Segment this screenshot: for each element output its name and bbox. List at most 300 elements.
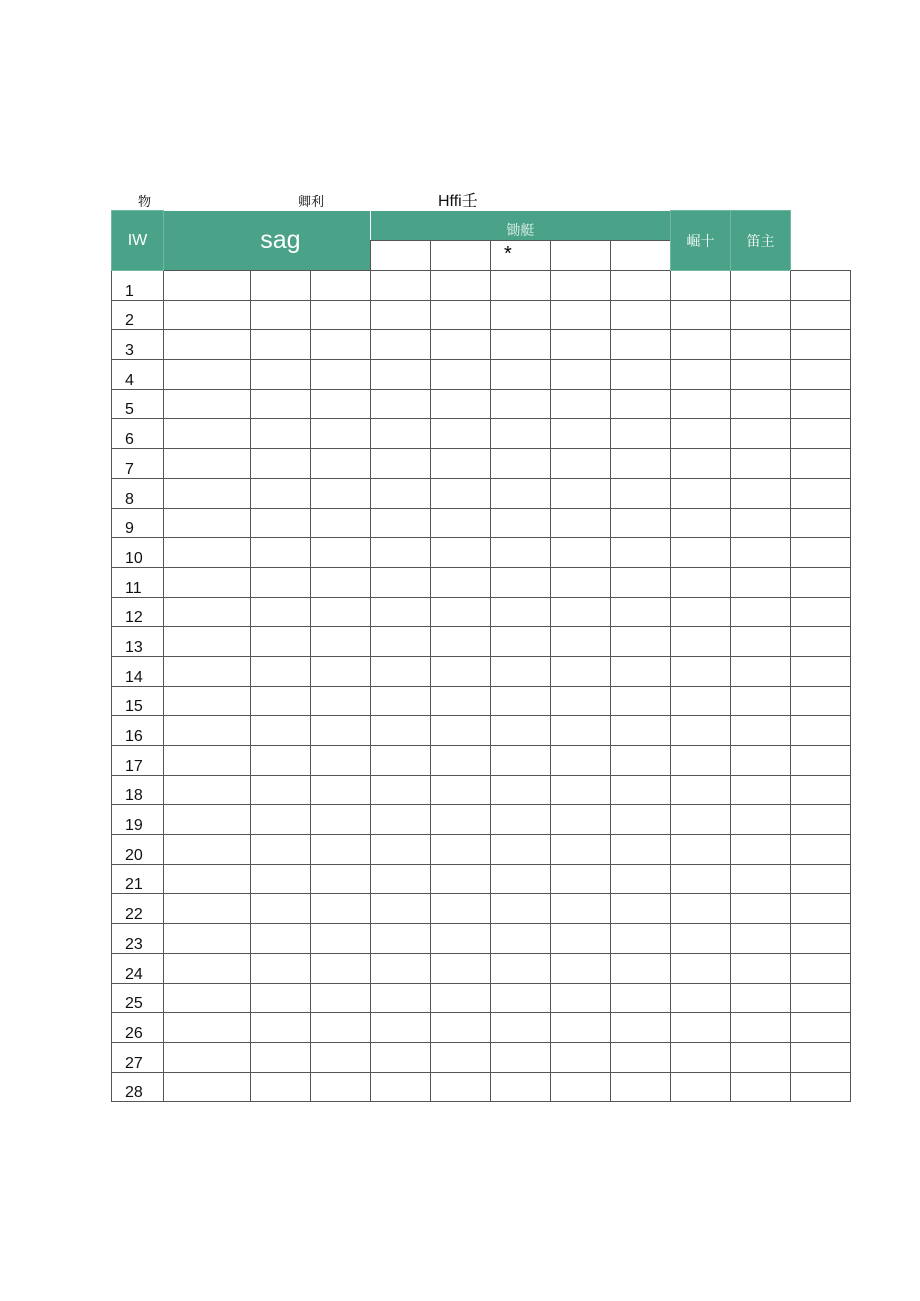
table-cell[interactable] [551, 953, 611, 983]
table-cell[interactable] [251, 271, 311, 301]
table-cell[interactable] [671, 864, 731, 894]
table-cell[interactable] [791, 686, 851, 716]
table-cell[interactable] [431, 330, 491, 360]
table-cell[interactable] [311, 389, 371, 419]
table-cell[interactable] [671, 1013, 731, 1043]
table-cell[interactable] [731, 627, 791, 657]
table-cell[interactable] [251, 449, 311, 479]
table-cell[interactable] [671, 805, 731, 835]
table-cell[interactable] [251, 389, 311, 419]
table-cell[interactable] [791, 330, 851, 360]
table-cell[interactable] [671, 894, 731, 924]
table-cell[interactable] [311, 864, 371, 894]
table-cell[interactable] [311, 983, 371, 1013]
table-cell[interactable] [164, 983, 251, 1013]
table-cell[interactable] [671, 746, 731, 776]
table-cell[interactable] [611, 478, 671, 508]
table-cell[interactable] [371, 805, 431, 835]
table-cell[interactable] [671, 419, 731, 449]
table-cell[interactable] [731, 1042, 791, 1072]
table-cell[interactable] [731, 597, 791, 627]
table-cell[interactable] [671, 538, 731, 568]
table-cell[interactable] [791, 775, 851, 805]
table-cell[interactable] [431, 360, 491, 390]
table-cell[interactable] [371, 1042, 431, 1072]
table-cell[interactable] [731, 864, 791, 894]
table-cell[interactable] [731, 360, 791, 390]
table-cell[interactable] [431, 419, 491, 449]
table-cell[interactable] [791, 508, 851, 538]
table-cell[interactable] [611, 538, 671, 568]
table-cell[interactable] [551, 746, 611, 776]
table-cell[interactable] [611, 419, 671, 449]
table-cell[interactable] [611, 1042, 671, 1072]
table-cell[interactable] [164, 953, 251, 983]
table-cell[interactable] [791, 835, 851, 865]
table-cell[interactable] [491, 478, 551, 508]
table-cell[interactable] [731, 330, 791, 360]
table-cell[interactable] [671, 716, 731, 746]
table-cell[interactable] [371, 567, 431, 597]
table-cell[interactable] [164, 478, 251, 508]
table-cell[interactable] [491, 835, 551, 865]
table-cell[interactable] [491, 567, 551, 597]
table-cell[interactable] [611, 894, 671, 924]
table-cell[interactable] [491, 508, 551, 538]
table-cell[interactable] [251, 538, 311, 568]
table-cell[interactable] [164, 686, 251, 716]
table-cell[interactable] [551, 805, 611, 835]
table-cell[interactable] [164, 389, 251, 419]
table-cell[interactable] [611, 924, 671, 954]
table-cell[interactable] [611, 953, 671, 983]
table-cell[interactable] [491, 1072, 551, 1102]
table-cell[interactable] [491, 775, 551, 805]
table-cell[interactable] [311, 449, 371, 479]
table-cell[interactable] [731, 775, 791, 805]
table-cell[interactable] [431, 953, 491, 983]
table-cell[interactable] [164, 597, 251, 627]
table-cell[interactable] [251, 983, 311, 1013]
table-cell[interactable] [491, 360, 551, 390]
table-cell[interactable] [251, 300, 311, 330]
table-cell[interactable] [791, 419, 851, 449]
table-cell[interactable] [551, 627, 611, 657]
table-cell[interactable] [431, 924, 491, 954]
table-cell[interactable] [791, 924, 851, 954]
table-cell[interactable] [611, 389, 671, 419]
table-cell[interactable] [491, 656, 551, 686]
table-cell[interactable] [431, 1013, 491, 1043]
table-cell[interactable] [311, 330, 371, 360]
table-cell[interactable] [791, 300, 851, 330]
table-cell[interactable] [251, 419, 311, 449]
table-cell[interactable] [371, 360, 431, 390]
table-cell[interactable] [671, 271, 731, 301]
table-cell[interactable] [791, 864, 851, 894]
table-cell[interactable] [311, 538, 371, 568]
table-cell[interactable] [251, 686, 311, 716]
table-cell[interactable] [731, 271, 791, 301]
table-cell[interactable] [311, 300, 371, 330]
table-cell[interactable] [431, 538, 491, 568]
table-cell[interactable] [431, 686, 491, 716]
table-cell[interactable] [371, 835, 431, 865]
table-cell[interactable] [371, 894, 431, 924]
table-cell[interactable] [251, 330, 311, 360]
table-cell[interactable] [551, 864, 611, 894]
table-cell[interactable] [491, 983, 551, 1013]
table-cell[interactable] [164, 864, 251, 894]
table-cell[interactable] [164, 271, 251, 301]
table-cell[interactable] [164, 1013, 251, 1043]
table-cell[interactable] [251, 924, 311, 954]
table-cell[interactable] [791, 271, 851, 301]
table-cell[interactable] [671, 508, 731, 538]
table-cell[interactable] [431, 271, 491, 301]
table-cell[interactable] [311, 746, 371, 776]
table-cell[interactable] [164, 656, 251, 686]
table-cell[interactable] [371, 419, 431, 449]
table-cell[interactable] [731, 300, 791, 330]
table-cell[interactable] [671, 449, 731, 479]
table-cell[interactable] [551, 894, 611, 924]
table-cell[interactable] [611, 775, 671, 805]
table-cell[interactable] [431, 508, 491, 538]
table-cell[interactable] [371, 478, 431, 508]
table-cell[interactable] [311, 597, 371, 627]
table-cell[interactable] [611, 864, 671, 894]
table-cell[interactable] [311, 360, 371, 390]
table-cell[interactable] [311, 567, 371, 597]
table-cell[interactable] [551, 478, 611, 508]
table-cell[interactable] [671, 627, 731, 657]
table-cell[interactable] [611, 716, 671, 746]
table-cell[interactable] [551, 538, 611, 568]
table-cell[interactable] [164, 508, 251, 538]
table-cell[interactable] [371, 271, 431, 301]
table-cell[interactable] [431, 835, 491, 865]
table-cell[interactable] [551, 835, 611, 865]
table-cell[interactable] [251, 478, 311, 508]
table-cell[interactable] [371, 1072, 431, 1102]
table-cell[interactable] [551, 360, 611, 390]
table-cell[interactable] [491, 538, 551, 568]
table-cell[interactable] [311, 1072, 371, 1102]
table-cell[interactable] [251, 864, 311, 894]
table-cell[interactable] [731, 983, 791, 1013]
table-cell[interactable] [491, 864, 551, 894]
table-cell[interactable] [311, 1013, 371, 1043]
table-cell[interactable] [251, 835, 311, 865]
table-cell[interactable] [311, 835, 371, 865]
table-cell[interactable] [251, 360, 311, 390]
table-cell[interactable] [611, 449, 671, 479]
table-cell[interactable] [371, 775, 431, 805]
table-cell[interactable] [371, 508, 431, 538]
table-cell[interactable] [251, 775, 311, 805]
table-cell[interactable] [551, 1042, 611, 1072]
table-cell[interactable] [431, 1042, 491, 1072]
table-cell[interactable] [551, 389, 611, 419]
table-cell[interactable] [311, 656, 371, 686]
table-cell[interactable] [251, 746, 311, 776]
table-cell[interactable] [371, 597, 431, 627]
table-cell[interactable] [371, 864, 431, 894]
table-cell[interactable] [671, 686, 731, 716]
table-cell[interactable] [671, 360, 731, 390]
table-cell[interactable] [491, 716, 551, 746]
table-cell[interactable] [791, 567, 851, 597]
table-cell[interactable] [491, 805, 551, 835]
table-cell[interactable] [671, 597, 731, 627]
table-cell[interactable] [731, 508, 791, 538]
table-cell[interactable] [251, 953, 311, 983]
table-cell[interactable] [671, 1042, 731, 1072]
table-cell[interactable] [491, 686, 551, 716]
table-cell[interactable] [251, 656, 311, 686]
table-cell[interactable] [251, 716, 311, 746]
table-cell[interactable] [551, 567, 611, 597]
table-cell[interactable] [311, 924, 371, 954]
table-cell[interactable] [611, 271, 671, 301]
table-cell[interactable] [371, 627, 431, 657]
table-cell[interactable] [791, 894, 851, 924]
table-cell[interactable] [611, 1072, 671, 1102]
table-cell[interactable] [491, 746, 551, 776]
table-cell[interactable] [791, 746, 851, 776]
table-cell[interactable] [371, 924, 431, 954]
table-cell[interactable] [611, 300, 671, 330]
table-cell[interactable] [164, 1042, 251, 1072]
table-cell[interactable] [491, 271, 551, 301]
table-cell[interactable] [164, 1072, 251, 1102]
table-cell[interactable] [671, 835, 731, 865]
table-cell[interactable] [164, 775, 251, 805]
table-cell[interactable] [164, 360, 251, 390]
table-cell[interactable] [791, 656, 851, 686]
table-cell[interactable] [431, 805, 491, 835]
table-cell[interactable] [371, 746, 431, 776]
table-cell[interactable] [671, 567, 731, 597]
table-cell[interactable] [551, 983, 611, 1013]
table-cell[interactable] [671, 389, 731, 419]
table-cell[interactable] [491, 1042, 551, 1072]
table-cell[interactable] [491, 597, 551, 627]
table-cell[interactable] [431, 983, 491, 1013]
table-cell[interactable] [311, 805, 371, 835]
table-cell[interactable] [731, 686, 791, 716]
table-cell[interactable] [611, 835, 671, 865]
table-cell[interactable] [431, 894, 491, 924]
table-cell[interactable] [311, 271, 371, 301]
table-cell[interactable] [611, 508, 671, 538]
table-cell[interactable] [791, 538, 851, 568]
table-cell[interactable] [731, 835, 791, 865]
table-cell[interactable] [311, 419, 371, 449]
table-cell[interactable] [551, 419, 611, 449]
table-cell[interactable] [491, 419, 551, 449]
table-cell[interactable] [371, 1013, 431, 1043]
table-cell[interactable] [371, 300, 431, 330]
table-cell[interactable] [791, 953, 851, 983]
table-cell[interactable] [551, 271, 611, 301]
table-cell[interactable] [491, 1013, 551, 1043]
table-cell[interactable] [791, 805, 851, 835]
table-cell[interactable] [731, 538, 791, 568]
table-cell[interactable] [431, 627, 491, 657]
table-cell[interactable] [551, 1072, 611, 1102]
table-cell[interactable] [164, 716, 251, 746]
table-cell[interactable] [491, 953, 551, 983]
table-cell[interactable] [791, 360, 851, 390]
table-cell[interactable] [611, 597, 671, 627]
table-cell[interactable] [251, 627, 311, 657]
table-cell[interactable] [371, 686, 431, 716]
table-cell[interactable] [671, 924, 731, 954]
table-cell[interactable] [251, 597, 311, 627]
table-cell[interactable] [491, 449, 551, 479]
table-cell[interactable] [311, 716, 371, 746]
table-cell[interactable] [791, 1013, 851, 1043]
table-cell[interactable] [431, 300, 491, 330]
table-cell[interactable] [731, 924, 791, 954]
table-cell[interactable] [611, 805, 671, 835]
table-cell[interactable] [791, 449, 851, 479]
table-cell[interactable] [731, 1072, 791, 1102]
table-cell[interactable] [671, 953, 731, 983]
table-cell[interactable] [611, 567, 671, 597]
table-cell[interactable] [731, 449, 791, 479]
table-cell[interactable] [791, 627, 851, 657]
table-cell[interactable] [491, 924, 551, 954]
table-cell[interactable] [611, 627, 671, 657]
table-cell[interactable] [611, 746, 671, 776]
table-cell[interactable] [671, 656, 731, 686]
table-cell[interactable] [431, 746, 491, 776]
table-cell[interactable] [491, 389, 551, 419]
table-cell[interactable] [671, 478, 731, 508]
table-cell[interactable] [791, 1042, 851, 1072]
table-cell[interactable] [251, 1072, 311, 1102]
table-cell[interactable] [164, 419, 251, 449]
table-cell[interactable] [164, 805, 251, 835]
table-cell[interactable] [251, 1042, 311, 1072]
table-cell[interactable] [164, 746, 251, 776]
table-cell[interactable] [431, 597, 491, 627]
table-cell[interactable] [431, 716, 491, 746]
table-cell[interactable] [164, 567, 251, 597]
table-cell[interactable] [164, 330, 251, 360]
table-cell[interactable] [431, 478, 491, 508]
table-cell[interactable] [611, 656, 671, 686]
table-cell[interactable] [791, 478, 851, 508]
table-cell[interactable] [611, 360, 671, 390]
table-cell[interactable] [611, 983, 671, 1013]
table-cell[interactable] [791, 983, 851, 1013]
table-cell[interactable] [731, 805, 791, 835]
table-cell[interactable] [371, 983, 431, 1013]
table-cell[interactable] [551, 1013, 611, 1043]
table-cell[interactable] [251, 805, 311, 835]
table-cell[interactable] [551, 330, 611, 360]
table-cell[interactable] [311, 775, 371, 805]
table-cell[interactable] [431, 775, 491, 805]
table-cell[interactable] [551, 300, 611, 330]
table-cell[interactable] [491, 300, 551, 330]
table-cell[interactable] [164, 300, 251, 330]
table-cell[interactable] [431, 567, 491, 597]
table-cell[interactable] [791, 716, 851, 746]
table-cell[interactable] [791, 389, 851, 419]
table-cell[interactable] [731, 894, 791, 924]
table-cell[interactable] [551, 686, 611, 716]
table-cell[interactable] [671, 300, 731, 330]
table-cell[interactable] [731, 389, 791, 419]
table-cell[interactable] [311, 508, 371, 538]
table-cell[interactable] [311, 627, 371, 657]
table-cell[interactable] [551, 508, 611, 538]
table-cell[interactable] [311, 478, 371, 508]
table-cell[interactable] [164, 627, 251, 657]
table-cell[interactable] [731, 656, 791, 686]
table-cell[interactable] [164, 538, 251, 568]
table-cell[interactable] [551, 449, 611, 479]
table-cell[interactable] [731, 716, 791, 746]
table-cell[interactable] [431, 656, 491, 686]
table-cell[interactable] [791, 1072, 851, 1102]
table-cell[interactable] [371, 716, 431, 746]
table-cell[interactable] [671, 330, 731, 360]
table-cell[interactable] [431, 389, 491, 419]
table-cell[interactable] [731, 478, 791, 508]
table-cell[interactable] [164, 894, 251, 924]
table-cell[interactable] [731, 746, 791, 776]
table-cell[interactable] [371, 538, 431, 568]
table-cell[interactable] [251, 508, 311, 538]
table-cell[interactable] [311, 894, 371, 924]
table-cell[interactable] [551, 597, 611, 627]
table-cell[interactable] [611, 686, 671, 716]
table-cell[interactable] [671, 983, 731, 1013]
table-cell[interactable] [251, 567, 311, 597]
table-cell[interactable] [431, 864, 491, 894]
table-cell[interactable] [371, 449, 431, 479]
table-cell[interactable] [731, 419, 791, 449]
table-cell[interactable] [491, 330, 551, 360]
table-cell[interactable] [551, 775, 611, 805]
table-cell[interactable] [431, 1072, 491, 1102]
table-cell[interactable] [371, 330, 431, 360]
table-cell[interactable] [551, 656, 611, 686]
table-cell[interactable] [671, 775, 731, 805]
table-cell[interactable] [311, 686, 371, 716]
table-cell[interactable] [491, 894, 551, 924]
table-cell[interactable] [551, 924, 611, 954]
table-cell[interactable] [251, 1013, 311, 1043]
table-cell[interactable] [491, 627, 551, 657]
table-cell[interactable] [371, 389, 431, 419]
table-cell[interactable] [791, 597, 851, 627]
table-cell[interactable] [251, 894, 311, 924]
table-cell[interactable] [164, 835, 251, 865]
table-cell[interactable] [671, 1072, 731, 1102]
table-cell[interactable] [371, 656, 431, 686]
table-cell[interactable] [311, 1042, 371, 1072]
table-cell[interactable] [731, 1013, 791, 1043]
table-cell[interactable] [551, 716, 611, 746]
table-cell[interactable] [164, 449, 251, 479]
